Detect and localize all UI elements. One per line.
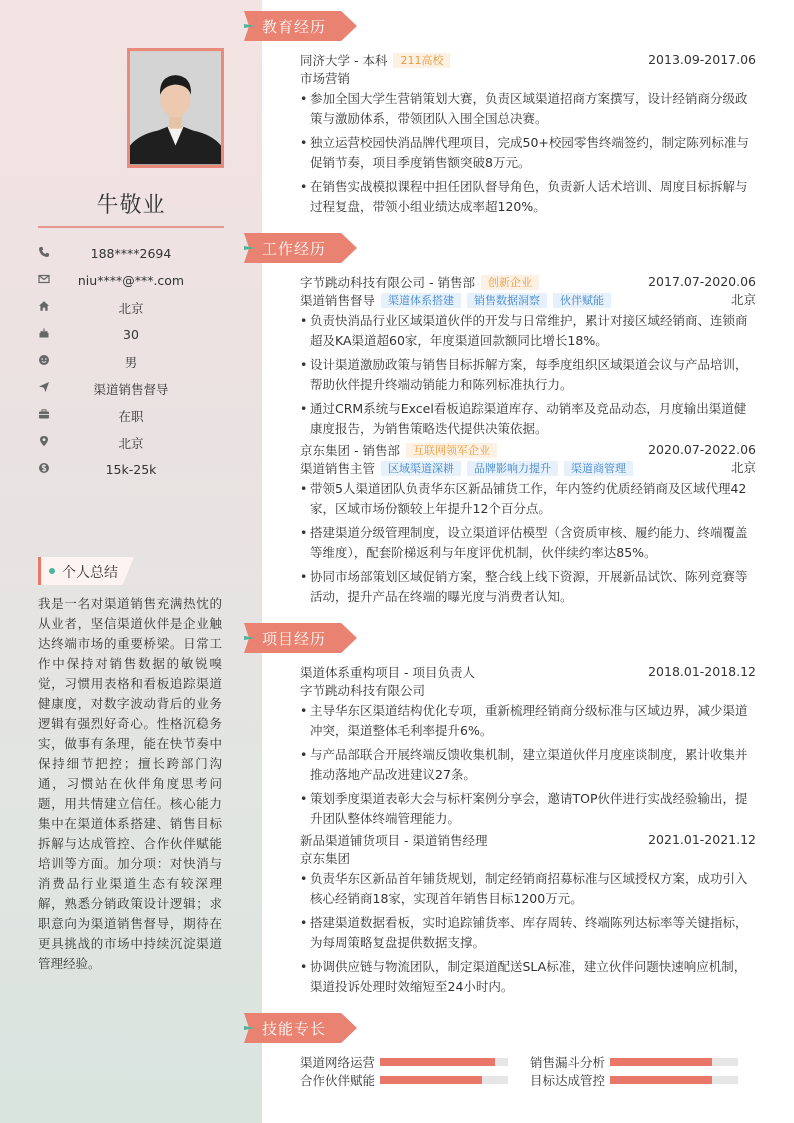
list-item: • 负责华东区新品首年铺货规划，制定经销商招募标准与区域授权方案，成功引入核心经销商18家，实现首年销售目标1200万元。 bbox=[300, 869, 756, 909]
project-entry-1 bbox=[300, 663, 756, 833]
position-line bbox=[300, 459, 756, 477]
job-city: 北京 bbox=[730, 292, 756, 307]
skill-bar-track bbox=[380, 1058, 508, 1066]
cake-icon bbox=[38, 327, 50, 339]
project-entry-2 bbox=[300, 831, 756, 1001]
skill-bar-track bbox=[610, 1076, 738, 1084]
section-heading-education bbox=[244, 11, 358, 41]
company-name: 京东集团 - 销售部 bbox=[300, 443, 400, 458]
skill-name: 目标达成管控 bbox=[530, 1073, 606, 1088]
work-title: 工作经历 bbox=[262, 240, 327, 258]
position-line bbox=[300, 291, 756, 309]
list-item: • 主导华东区渠道结构优化专项，重新梳理经销商分级标准与区域边界，减少渠道冲突，渠道整体毛利率提升6%。 bbox=[300, 701, 756, 741]
info-row-age bbox=[38, 321, 224, 348]
list-item: • 参加全国大学生营销策划大赛，负责区域渠道招商方案撰写，设计经销商分级政策与激励体系，带领团队入围全国总决赛。 bbox=[300, 89, 756, 129]
skill-bar-track bbox=[610, 1058, 738, 1066]
briefcase-icon bbox=[38, 408, 50, 420]
project-name: 新品渠道铺货项目 - 渠道销售经理 bbox=[300, 833, 488, 848]
list-item: • 在销售实战模拟课程中担任团队督导角色，负责新人话术培训、周度目标拆解与过程复盘，带领小组业绩达成率超120%。 bbox=[300, 177, 756, 217]
phone-icon bbox=[38, 246, 50, 258]
summary-text: 我是一名对渠道销售充满热忱的从业者，坚信渠道伙伴是企业触达终端市场的重要桥梁。日常工作中保持对销售数据的敏锐嗅觉，习惯用表格和看板追踪渠道健康度，对数字波动背后的业务逻辑有强烈好奇心。性格沉稳务实，做事有条理，能在快节奏中保持细节把控；擅长跨部门沟通，习惯站在伙伴角度思考问题，用共情建立信任。核心能力集中在渠道体系搭建、销售目标拆解与达成管控、合作伙伴赋能培训等方面。加分项：对快消与消费品行业渠道生态有较深理解，熟悉分销政策设计逻辑；求职意向为渠道销售督导，期待在更具挑战的市场中持续沉淀渠道管理经验。 bbox=[38, 596, 222, 971]
location-value: 北京 bbox=[118, 435, 144, 451]
company-tag: 创新企业 bbox=[481, 275, 539, 290]
education-header bbox=[300, 51, 756, 69]
list-item: • 带领5人渠道团队负责华东区新品铺货工作，年内签约优质经销商及区域代理42家，区域市场份额较上年提升12个百分点。 bbox=[300, 479, 756, 519]
bullet-dot-icon bbox=[49, 568, 55, 574]
project-name: 渠道体系重构项目 - 项目负责人 bbox=[300, 665, 475, 680]
list-item: • 协同市场部策划区域促销方案，整合线上线下资源，开展新品试饮、陈列竞赛等活动，提升产品在终端的曝光度与消费者认知。 bbox=[300, 567, 756, 607]
project-org: 字节跳动科技有限公司 bbox=[300, 683, 426, 698]
skill-bar-fill bbox=[380, 1076, 482, 1084]
skill-item bbox=[530, 1071, 738, 1089]
work-entry-2 bbox=[300, 441, 756, 611]
skill-tag: 品牌影响力提升 bbox=[467, 461, 558, 476]
major: 市场营销 bbox=[300, 71, 351, 86]
section-heading-work bbox=[244, 233, 358, 263]
salary-value: 15k-25k bbox=[105, 462, 157, 477]
profile-name: 牛敬业 bbox=[96, 193, 166, 218]
section-heading-skills bbox=[244, 1013, 358, 1043]
sidebar bbox=[0, 0, 262, 1123]
age-value: 30 bbox=[123, 327, 139, 342]
info-row-location bbox=[38, 429, 224, 456]
job-period: 2017.07-2020.06 bbox=[648, 274, 756, 289]
send-icon bbox=[38, 381, 50, 393]
project-org-line bbox=[300, 681, 756, 699]
summary-title: 个人总结 bbox=[62, 565, 118, 581]
info-row-email bbox=[38, 267, 224, 294]
skill-tag: 区域渠道深耕 bbox=[381, 461, 461, 476]
position-title: 渠道销售主管 bbox=[300, 461, 376, 476]
info-row-target-position bbox=[38, 375, 224, 402]
position-title: 渠道销售督导 bbox=[300, 293, 376, 308]
job-city: 北京 bbox=[730, 460, 756, 475]
gender-value: 男 bbox=[124, 354, 138, 370]
company-name: 字节跳动科技有限公司 - 销售部 bbox=[300, 275, 475, 290]
list-item: • 搭建渠道分级管理制度，设立渠道评估模型（含资质审核、履约能力、终端覆盖等维度），配套阶梯返利与年度评优机制，伙伴续约率达85%。 bbox=[300, 523, 756, 563]
skills-title: 技能专长 bbox=[262, 1020, 327, 1038]
list-item: • 通过CRM系统与Excel看板追踪渠道库存、动销率及竞品动态，月度输出渠道健康度报告，为销售策略迭代提供决策依据。 bbox=[300, 399, 756, 439]
skill-tag: 伙伴赋能 bbox=[553, 293, 611, 308]
education-entry bbox=[300, 51, 756, 221]
work-entry-1 bbox=[300, 273, 756, 443]
skill-name: 合作伙伴赋能 bbox=[300, 1073, 376, 1088]
projects-title: 项目经历 bbox=[262, 630, 327, 648]
home-icon bbox=[38, 300, 50, 312]
major-line bbox=[300, 69, 756, 87]
salary-icon bbox=[38, 462, 50, 474]
skill-bar-track bbox=[380, 1076, 508, 1084]
skill-bar-fill bbox=[380, 1058, 495, 1066]
list-item: • 策划季度渠道表彰大会与标杆案例分享会，邀请TOP伙伴进行实战经验输出，提升团队整体终端管理能力。 bbox=[300, 789, 756, 829]
project-header bbox=[300, 663, 756, 681]
skill-item bbox=[530, 1053, 738, 1071]
list-item: • 协调供应链与物流团队，制定渠道配送SLA标准，建立伙伴问题快速响应机制，渠道投诉处理时效缩短至24小时内。 bbox=[300, 957, 756, 997]
list-item: • 负责快消品行业区域渠道伙伴的开发与日常维护，累计对接区域经销商、连锁商超及KA渠道超60家，年度渠道回款额同比增长18%。 bbox=[300, 311, 756, 351]
list-item: • 搭建渠道数据看板，实时追踪铺货率、库存周转、终端陈列达标率等关键指标，为每周策略复盘提供数据支撑。 bbox=[300, 913, 756, 953]
info-row-phone bbox=[38, 240, 224, 267]
company-tag: 互联网领军企业 bbox=[406, 443, 497, 458]
job-header bbox=[300, 441, 756, 459]
skill-tag: 渠道商管理 bbox=[564, 461, 633, 476]
info-row-salary bbox=[38, 456, 224, 483]
education-period: 2013.09-2017.06 bbox=[648, 52, 756, 67]
skill-bar-fill bbox=[610, 1076, 712, 1084]
email-value: niu****@***.com bbox=[77, 273, 185, 288]
project-header bbox=[300, 831, 756, 849]
skill-bar-fill bbox=[610, 1058, 712, 1066]
portrait-image bbox=[130, 51, 221, 165]
name-divider bbox=[38, 226, 224, 228]
list-item: • 与产品部联合开展终端反馈收集机制，建立渠道伙伴月度座谈制度，累计收集并推动落地产品改进建议27条。 bbox=[300, 745, 756, 785]
location-pin-icon bbox=[38, 435, 50, 447]
skill-tag: 渠道体系搭建 bbox=[381, 293, 461, 308]
profile-photo bbox=[127, 48, 224, 168]
gender-icon bbox=[38, 354, 50, 366]
job-period: 2020.07-2022.06 bbox=[648, 442, 756, 457]
info-row-gender bbox=[38, 348, 224, 375]
phone-value: 188****2694 bbox=[90, 246, 172, 261]
project-org-line bbox=[300, 849, 756, 867]
school-name: 同济大学 - 本科 bbox=[300, 53, 388, 68]
project-period: 2018.01-2018.12 bbox=[648, 664, 756, 679]
skill-tag: 销售数据洞察 bbox=[467, 293, 547, 308]
skill-name: 销售漏斗分析 bbox=[530, 1055, 606, 1070]
school-tag: 211高校 bbox=[393, 53, 450, 68]
skill-item bbox=[300, 1071, 508, 1089]
contact-info-list bbox=[38, 240, 224, 483]
skill-name: 渠道网络运营 bbox=[300, 1055, 376, 1070]
project-period: 2021.01-2021.12 bbox=[648, 832, 756, 847]
skill-item bbox=[300, 1053, 508, 1071]
project-org: 京东集团 bbox=[300, 851, 351, 866]
status-value: 在职 bbox=[118, 408, 144, 424]
list-item: • 独立运营校园快消品牌代理项目，完成50+校园零售终端签约，制定陈列标准与促销节奏，项目季度销售额突破8万元。 bbox=[300, 133, 756, 173]
education-title: 教育经历 bbox=[262, 18, 327, 36]
email-icon bbox=[38, 273, 50, 285]
hometown-value: 北京 bbox=[118, 300, 144, 316]
info-row-status bbox=[38, 402, 224, 429]
section-heading-projects bbox=[244, 623, 358, 653]
list-item: • 设计渠道激励政策与销售目标拆解方案，每季度组织区域渠道会议与产品培训，帮助伙伴提升终端动销能力和陈列标准执行力。 bbox=[300, 355, 756, 395]
summary-heading bbox=[38, 557, 134, 585]
job-header bbox=[300, 273, 756, 291]
info-row-home bbox=[38, 294, 224, 321]
target-position-value: 渠道销售督导 bbox=[93, 381, 169, 397]
